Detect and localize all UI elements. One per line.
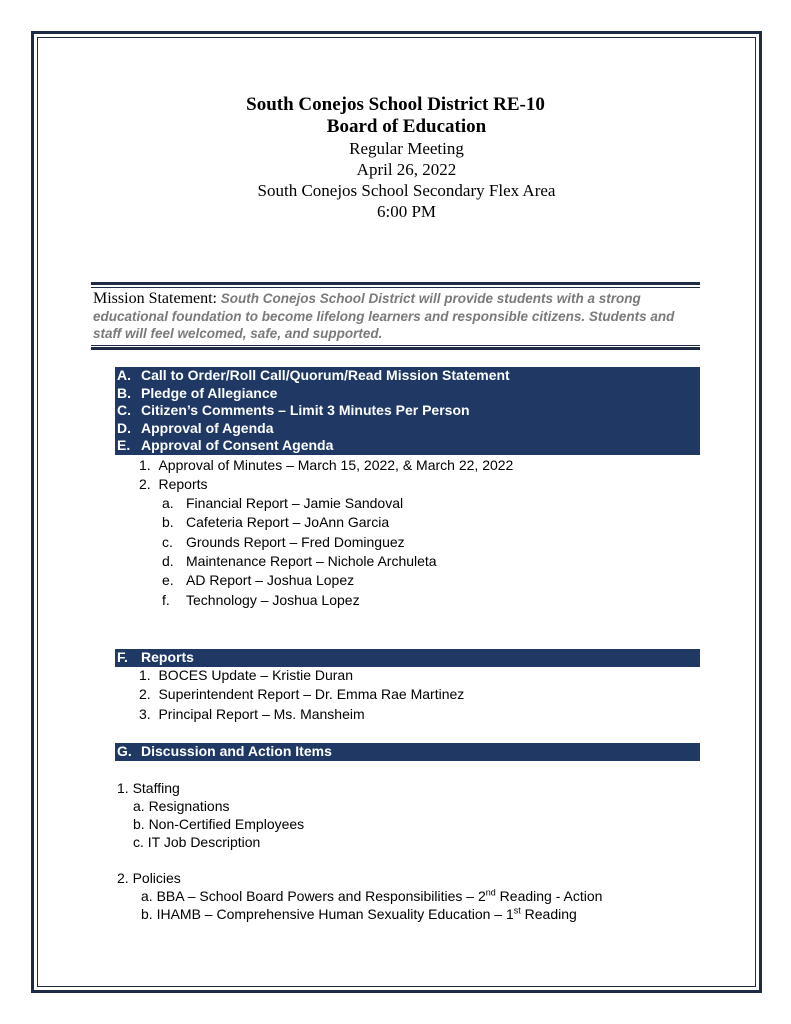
- policy-item-a: a. BBA – School Board Powers and Responsibilities – 2nd Reading - Action: [141, 887, 603, 904]
- report-item: f. Technology – Joshua Lopez: [162, 592, 360, 608]
- mission-text: South Conejos School District will provide students with a strong educational foundation to become lifelong learners and responsible citizens. Students and staff will feel welcomed, safe, and supported.: [93, 291, 675, 341]
- section-f-item-2: 2. Superintendent Report – Dr. Emma Rae Martinez: [139, 686, 465, 702]
- mission-statement: [93, 290, 700, 343]
- agenda-item-a: A. Call to Order/Roll Call/Quorum/Read Mission Statement: [117, 367, 510, 383]
- section-f-header: F. Reports: [115, 649, 700, 667]
- meeting-date: April 26, 2022: [356, 160, 457, 179]
- consent-item-1: 1. Approval of Minutes – March 15, 2022, & March 22, 2022: [139, 457, 514, 473]
- consent-item-2: 2. Reports: [139, 476, 208, 492]
- policies-title: 2. Policies: [117, 870, 181, 886]
- mission-bottom-rule: [91, 347, 700, 350]
- meeting-location: South Conejos School Secondary Flex Area: [257, 181, 556, 200]
- section-f-item-3: 3. Principal Report – Ms. Mansheim: [139, 706, 365, 722]
- policy-item-b: b. IHAMB – Comprehensive Human Sexuality Education – 1st Reading: [141, 905, 577, 922]
- report-item: d. Maintenance Report – Nichole Archuleta: [162, 553, 437, 569]
- agenda-band-a-e: [115, 367, 700, 455]
- report-item: e. AD Report – Joshua Lopez: [162, 572, 355, 588]
- mission-label: Mission Statement:: [93, 290, 217, 307]
- board-name: Board of Education: [326, 116, 487, 137]
- meeting-time: 6:00 PM: [376, 202, 437, 221]
- mission-bottom-rule-thin: [91, 345, 700, 346]
- mission-top-rule-thin: [91, 287, 700, 288]
- section-f-item-1: 1. BOCES Update – Kristie Duran: [139, 667, 353, 683]
- report-item: b. Cafeteria Report – JoAnn Garcia: [162, 514, 390, 530]
- document-header: [0, 94, 791, 222]
- agenda-item-b: B. Pledge of Allegiance: [117, 384, 278, 401]
- report-item: a. Financial Report – Jamie Sandoval: [162, 495, 404, 511]
- meeting-type: Regular Meeting: [349, 139, 464, 158]
- staffing-item: a. Resignations: [133, 798, 230, 814]
- staffing-item: b. Non-Certified Employees: [133, 816, 305, 832]
- mission-top-rule: [91, 282, 700, 285]
- agenda-item-c: C. Citizen’s Comments – Limit 3 Minutes Per Person: [117, 402, 470, 419]
- staffing-title: 1. Staffing: [117, 780, 180, 796]
- section-g-header: G. Discussion and Action Items: [115, 743, 700, 761]
- report-item: c. Grounds Report – Fred Dominguez: [162, 534, 405, 550]
- agenda-item-d: D. Approval of Agenda: [117, 419, 274, 436]
- agenda-item-e: E. Approval of Consent Agenda: [117, 437, 334, 454]
- district-name: South Conejos School District RE-10: [246, 94, 545, 115]
- staffing-item: c. IT Job Description: [133, 834, 261, 850]
